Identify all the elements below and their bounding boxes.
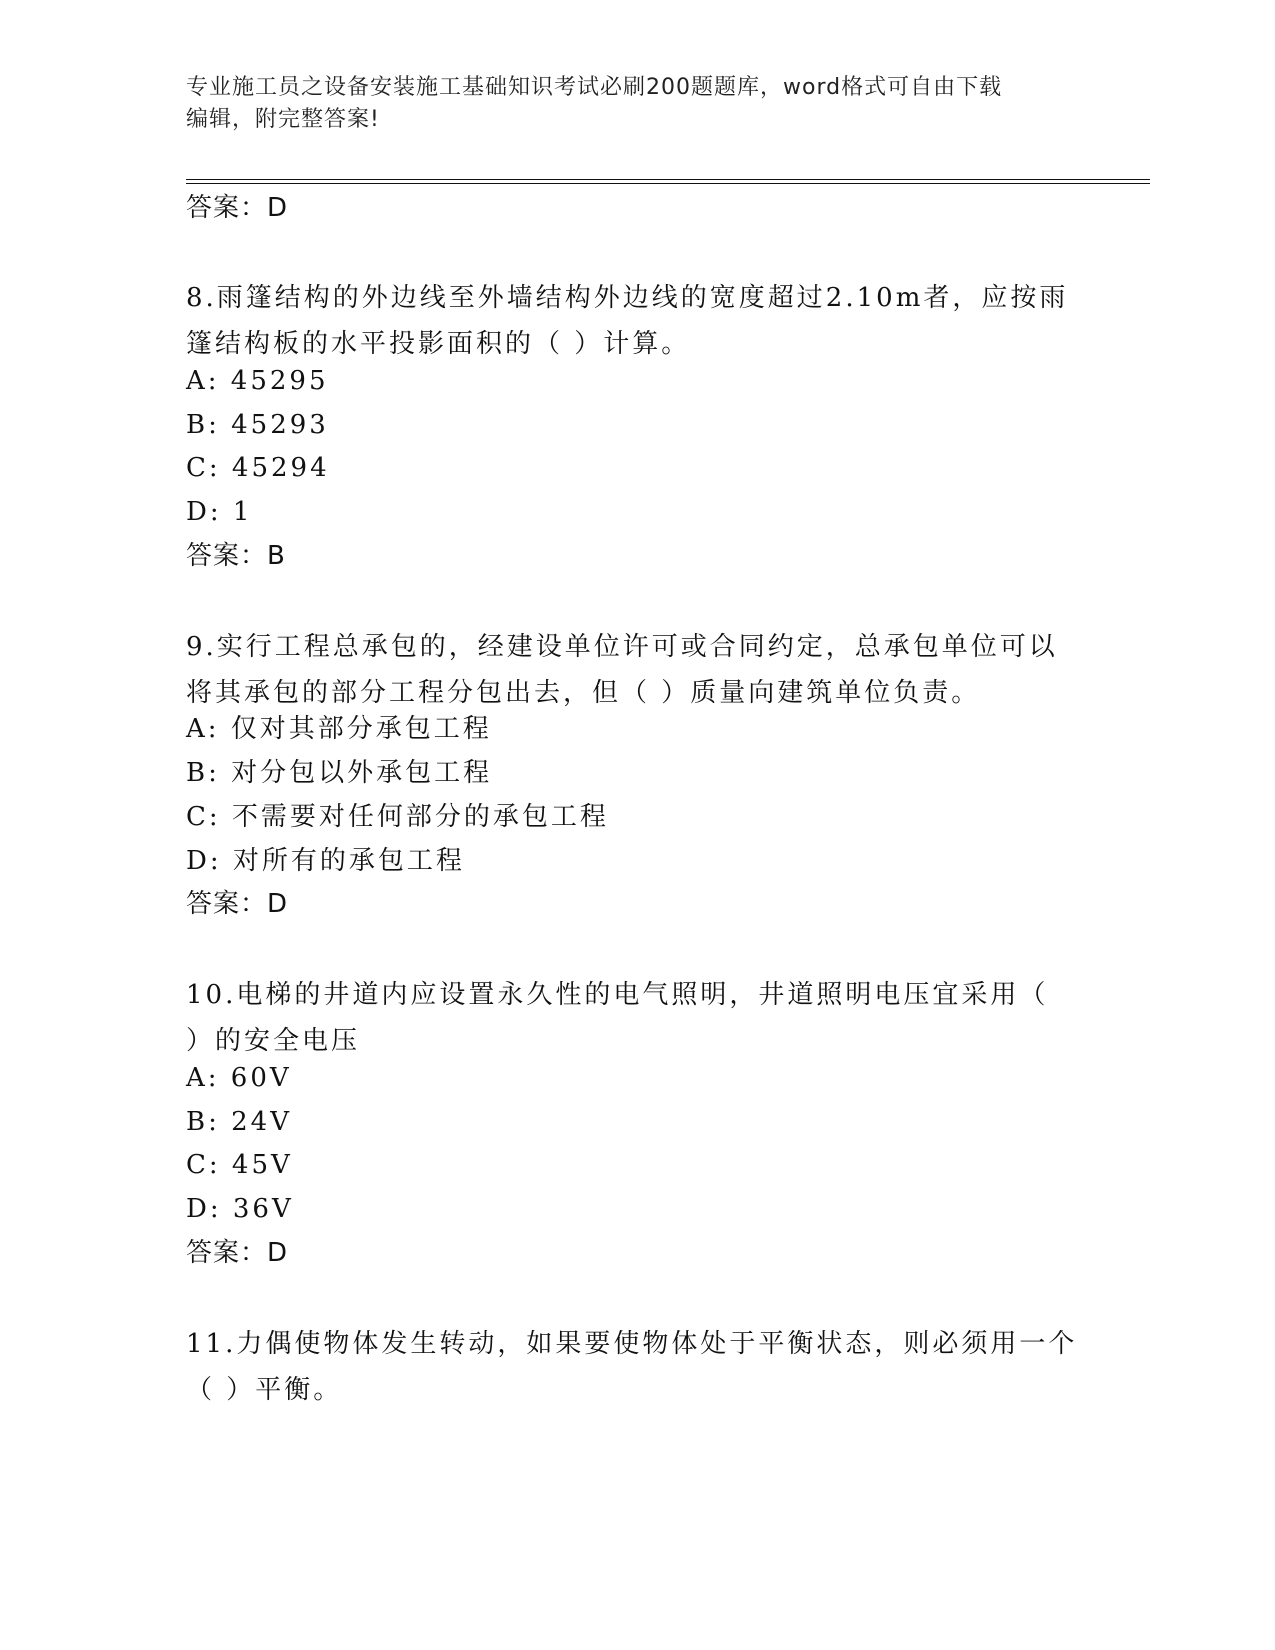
- option-b: B: 24V: [186, 1107, 292, 1137]
- question-stem-line: 将其承包的部分工程分包出去，但（ ）质量向建筑单位负责。: [186, 678, 981, 708]
- question-stem-line: 11.力偶使物体发生转动，如果要使物体处于平衡状态，则必须用一个: [186, 1329, 1078, 1359]
- header-line-2: 编辑，附完整答案!: [186, 107, 380, 132]
- option-d: D: 对所有的承包工程: [186, 846, 465, 876]
- option-b: B: 45293: [186, 410, 329, 440]
- option-c: C: 不需要对任何部分的承包工程: [186, 802, 609, 832]
- question-stem-line: ）的安全电压: [186, 1026, 361, 1056]
- question-stem-line: 9.实行工程总承包的，经建设单位许可或合同约定，总承包单位可以: [186, 632, 1058, 662]
- header-rule-top: [186, 179, 1150, 180]
- question-stem-line: 10.电梯的井道内应设置永久性的电气照明，井道照明电压宜采用（: [186, 980, 1049, 1010]
- option-d: D: 1: [186, 497, 253, 527]
- answer: 答案：B: [186, 541, 286, 571]
- page-header: [186, 72, 1086, 136]
- question-8: [186, 275, 1086, 367]
- question-9: [186, 624, 1086, 716]
- option-a: A: 仅对其部分承包工程: [186, 714, 492, 744]
- question-stem-line: 篷结构板的水平投影面积的（ ）计算。: [186, 329, 691, 359]
- question-11: [186, 1321, 1086, 1413]
- previous-answer: 答案：D: [186, 193, 289, 223]
- option-c: C: 45294: [186, 453, 330, 483]
- option-b: B: 对分包以外承包工程: [186, 758, 493, 788]
- answer: 答案：D: [186, 889, 289, 919]
- header-rule-bottom: [186, 183, 1150, 184]
- option-a: A: 45295: [186, 366, 329, 396]
- option-a: A: 60V: [186, 1063, 292, 1093]
- question-stem-line: 8.雨篷结构的外边线至外墙结构外边线的宽度超过2.10m者，应按雨: [186, 283, 1069, 313]
- option-d: D: 36V: [186, 1194, 294, 1224]
- question-stem-line: （ ）平衡。: [186, 1375, 343, 1405]
- answer: 答案：D: [186, 1238, 289, 1268]
- question-10: [186, 972, 1086, 1064]
- header-line-1: 专业施工员之设备安装施工基础知识考试必刷200题题库，word格式可自由下载: [186, 75, 1003, 100]
- option-c: C: 45V: [186, 1150, 293, 1180]
